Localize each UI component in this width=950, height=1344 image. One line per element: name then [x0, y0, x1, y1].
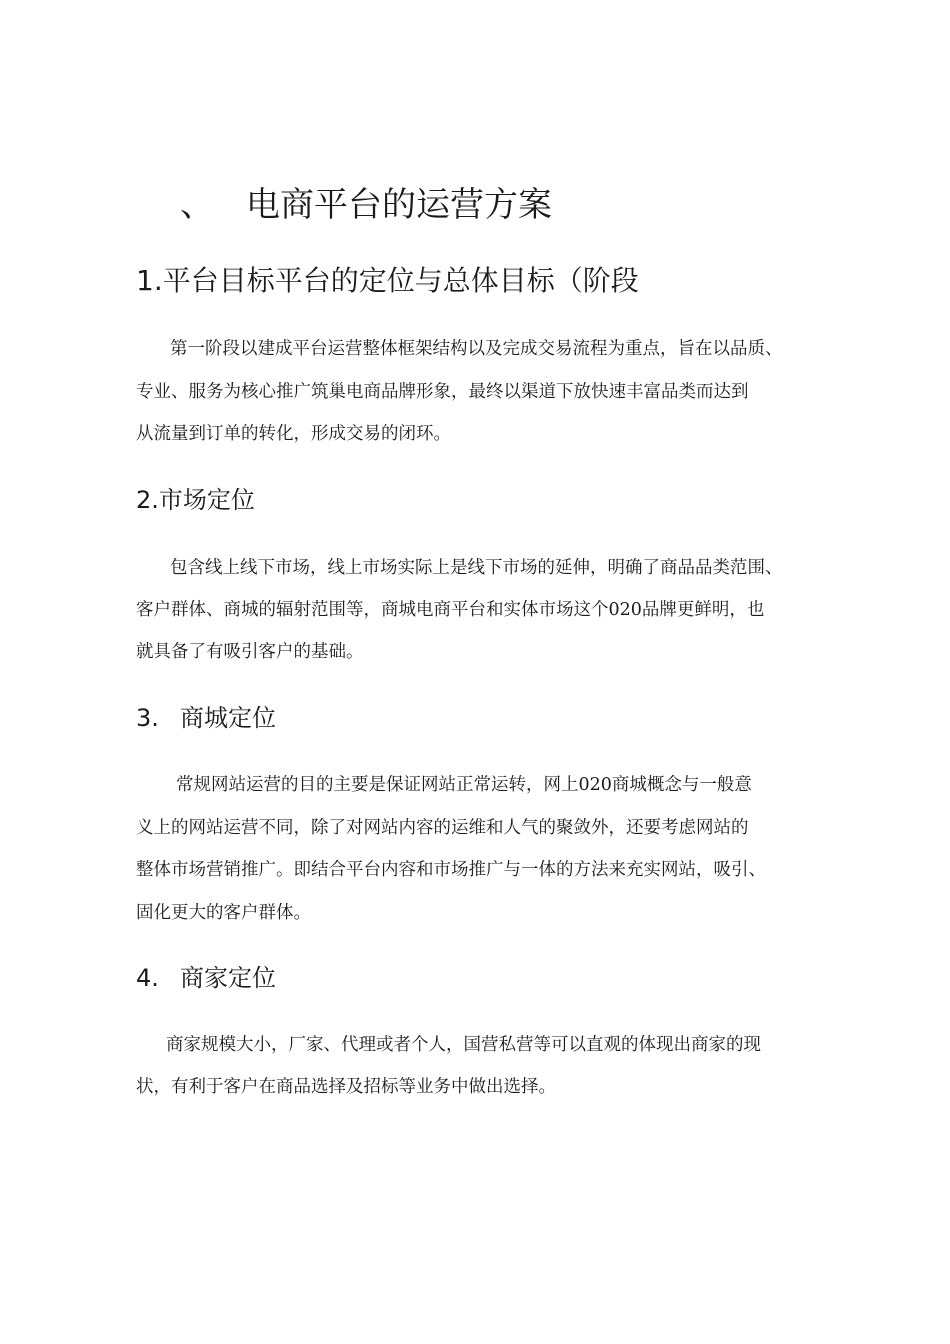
section-2-line-3: 就具备了有吸引客户的基础。 [136, 642, 364, 662]
section-3-title: 商城定位 [180, 704, 276, 732]
title-text: 电商平台的运营方案 [246, 185, 552, 225]
section-3-number: 3. [136, 704, 159, 732]
title-mark: 、 [180, 185, 214, 225]
section-2-line-1: 包含线上线下市场，线上市场实际上是线下市场的延伸，明确了商品品类范围、 [170, 558, 783, 578]
section-4-number: 4. [136, 964, 159, 992]
section-2-heading: 2.市场定位 [136, 486, 255, 514]
document-title [180, 183, 552, 227]
section-4-heading [136, 962, 276, 994]
section-3-line-2: 义上的网站运营不同，除了对网站内容的运维和人气的聚敛外，还要考虑网站的 [136, 818, 749, 838]
section-3-line-4: 固化更大的客户群体。 [136, 903, 311, 923]
section-3-line-3: 整体市场营销推广。即结合平台内容和市场推广与一体的方法来充实网站，吸引、 [136, 860, 766, 880]
section-3-line-1: 常规网站运营的目的主要是保证网站正常运转，网上020商城概念与一般意 [176, 775, 752, 795]
section-1-line-2: 专业、服务为核心推广筑巢电商品牌形象，最终以渠道下放快速丰富品类而达到 [136, 382, 749, 402]
section-2-line-2: 客户群体、商城的辐射范围等，商城电商平台和实体市场这个020品牌更鲜明，也 [136, 600, 765, 620]
section-1-line-3: 从流量到订单的转化，形成交易的闭环。 [136, 424, 451, 444]
section-4-line-1: 商家规模大小，厂家、代理或者个人，国营私营等可以直观的体现出商家的现 [166, 1035, 761, 1055]
section-1-line-1: 第一阶段以建成平台运营整体框架结构以及完成交易流程为重点，旨在以品质、 [170, 339, 783, 359]
section-4-title: 商家定位 [180, 964, 276, 992]
section-3-heading [136, 702, 276, 734]
section-1-heading: 1.平台目标平台的定位与总体目标（阶段 [136, 264, 639, 297]
section-4-line-2: 状，有利于客户在商品选择及招标等业务中做出选择。 [136, 1077, 556, 1097]
